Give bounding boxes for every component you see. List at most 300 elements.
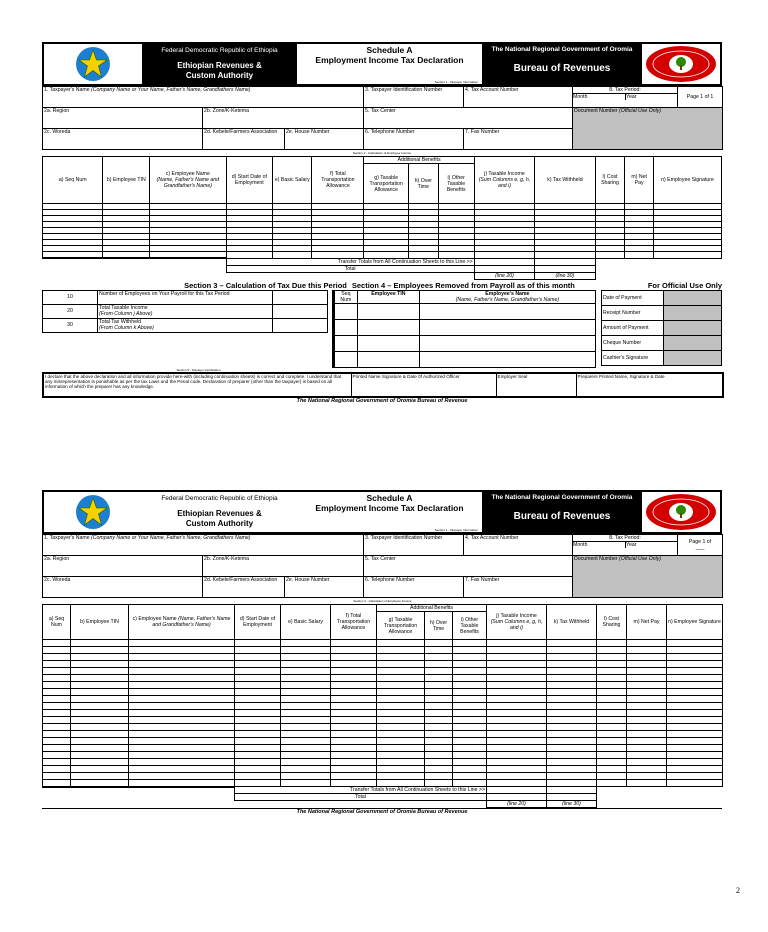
employee-cell[interactable] bbox=[43, 759, 71, 766]
employee-cell[interactable] bbox=[425, 752, 453, 759]
employee-cell[interactable] bbox=[281, 640, 331, 647]
employee-cell[interactable] bbox=[235, 675, 281, 682]
employee-cell[interactable] bbox=[627, 640, 667, 647]
employee-cell[interactable] bbox=[281, 766, 331, 773]
employee-cell[interactable] bbox=[453, 766, 487, 773]
employee-cell[interactable] bbox=[71, 766, 129, 773]
employee-cell[interactable] bbox=[667, 689, 723, 696]
employee-cell[interactable] bbox=[453, 731, 487, 738]
employee-cell[interactable] bbox=[597, 696, 627, 703]
employee-cell[interactable] bbox=[487, 668, 547, 675]
employee-cell[interactable] bbox=[487, 654, 547, 661]
employee-cell[interactable] bbox=[667, 780, 723, 787]
woreda-field[interactable]: 2c. Woreda bbox=[43, 129, 203, 150]
employee-cell[interactable] bbox=[235, 738, 281, 745]
employee-cell[interactable] bbox=[71, 780, 129, 787]
employee-cell[interactable] bbox=[547, 703, 597, 710]
employee-cell[interactable] bbox=[627, 766, 667, 773]
employee-cell[interactable] bbox=[487, 752, 547, 759]
employee-cell[interactable] bbox=[627, 703, 667, 710]
employee-cell[interactable] bbox=[453, 773, 487, 780]
employee-cell[interactable] bbox=[331, 675, 377, 682]
employee-cell[interactable] bbox=[597, 738, 627, 745]
employee-cell[interactable] bbox=[425, 703, 453, 710]
employee-cell[interactable] bbox=[667, 654, 723, 661]
employee-cell[interactable] bbox=[377, 654, 425, 661]
employee-cell[interactable] bbox=[487, 724, 547, 731]
employee-cell[interactable] bbox=[425, 675, 453, 682]
employee-cell[interactable] bbox=[597, 640, 627, 647]
employee-cell[interactable] bbox=[281, 682, 331, 689]
employee-cell[interactable] bbox=[627, 654, 667, 661]
employee-cell[interactable] bbox=[425, 731, 453, 738]
employee-cell[interactable] bbox=[331, 738, 377, 745]
employee-cell[interactable] bbox=[43, 731, 71, 738]
employee-cell[interactable] bbox=[129, 703, 235, 710]
employee-cell[interactable] bbox=[667, 668, 723, 675]
employee-cell[interactable] bbox=[425, 654, 453, 661]
employee-cell[interactable] bbox=[597, 773, 627, 780]
employee-cell[interactable] bbox=[43, 640, 71, 647]
employee-cell[interactable] bbox=[43, 738, 71, 745]
employee-cell[interactable] bbox=[43, 773, 71, 780]
employee-cell[interactable] bbox=[331, 710, 377, 717]
employee-cell[interactable] bbox=[129, 640, 235, 647]
employee-cell[interactable] bbox=[331, 682, 377, 689]
employee-cell[interactable] bbox=[129, 738, 235, 745]
employee-cell[interactable] bbox=[453, 668, 487, 675]
employee-cell[interactable] bbox=[453, 752, 487, 759]
employee-cell[interactable] bbox=[627, 773, 667, 780]
employee-cell[interactable] bbox=[129, 710, 235, 717]
transfer-j[interactable] bbox=[474, 258, 534, 265]
employee-cell[interactable] bbox=[71, 675, 129, 682]
employee-cell[interactable] bbox=[667, 661, 723, 668]
employee-cell[interactable] bbox=[43, 682, 71, 689]
employee-cell[interactable] bbox=[627, 780, 667, 787]
employee-cell[interactable] bbox=[667, 745, 723, 752]
employee-cell[interactable] bbox=[281, 654, 331, 661]
employee-cell[interactable] bbox=[331, 647, 377, 654]
employee-cell[interactable] bbox=[377, 759, 425, 766]
employee-cell[interactable] bbox=[129, 661, 235, 668]
employee-cell[interactable] bbox=[331, 724, 377, 731]
employee-cell[interactable] bbox=[547, 752, 597, 759]
employee-cell[interactable] bbox=[377, 780, 425, 787]
employee-cell[interactable] bbox=[281, 724, 331, 731]
employee-cell[interactable] bbox=[487, 780, 547, 787]
employee-cell[interactable] bbox=[129, 773, 235, 780]
employee-cell[interactable] bbox=[547, 759, 597, 766]
employee-cell[interactable] bbox=[597, 703, 627, 710]
employee-cell[interactable] bbox=[71, 654, 129, 661]
employee-cell[interactable] bbox=[547, 766, 597, 773]
sec3-line30[interactable] bbox=[273, 318, 328, 332]
employee-cell[interactable] bbox=[377, 717, 425, 724]
employee-cell[interactable] bbox=[331, 759, 377, 766]
employee-cell[interactable] bbox=[129, 689, 235, 696]
employee-cell[interactable] bbox=[453, 717, 487, 724]
employee-cell[interactable] bbox=[453, 710, 487, 717]
employee-cell[interactable] bbox=[129, 731, 235, 738]
employee-cell[interactable] bbox=[547, 780, 597, 787]
employee-cell[interactable] bbox=[43, 689, 71, 696]
employee-cell[interactable] bbox=[129, 682, 235, 689]
employee-cell[interactable] bbox=[281, 668, 331, 675]
employee-cell[interactable] bbox=[129, 745, 235, 752]
employee-cell[interactable] bbox=[43, 696, 71, 703]
employee-cell[interactable] bbox=[547, 675, 597, 682]
employee-cell[interactable] bbox=[235, 682, 281, 689]
employee-cell[interactable] bbox=[627, 682, 667, 689]
employee-cell[interactable] bbox=[453, 745, 487, 752]
employee-cell[interactable] bbox=[43, 654, 71, 661]
employee-cell[interactable] bbox=[331, 689, 377, 696]
employee-cell[interactable] bbox=[331, 640, 377, 647]
preparer-field[interactable]: Preparers Printed Name, Signature & Date bbox=[576, 373, 723, 397]
employee-cell[interactable] bbox=[487, 689, 547, 696]
employee-cell[interactable] bbox=[331, 654, 377, 661]
employee-cell[interactable] bbox=[43, 752, 71, 759]
employee-cell[interactable] bbox=[667, 738, 723, 745]
employee-cell[interactable] bbox=[71, 661, 129, 668]
employee-cell[interactable] bbox=[43, 661, 71, 668]
employee-cell[interactable] bbox=[43, 647, 71, 654]
employee-cell[interactable] bbox=[487, 773, 547, 780]
employee-cell[interactable] bbox=[43, 703, 71, 710]
house-field[interactable]: 2e. House Number bbox=[285, 129, 364, 150]
employee-cell[interactable] bbox=[281, 710, 331, 717]
employee-cell[interactable] bbox=[129, 675, 235, 682]
employee-cell[interactable] bbox=[71, 738, 129, 745]
employee-cell[interactable] bbox=[129, 752, 235, 759]
employee-cell[interactable] bbox=[71, 717, 129, 724]
employee-cell[interactable] bbox=[487, 759, 547, 766]
employee-cell[interactable] bbox=[331, 752, 377, 759]
employee-cell[interactable] bbox=[281, 773, 331, 780]
employee-cell[interactable] bbox=[627, 689, 667, 696]
employee-cell[interactable] bbox=[331, 731, 377, 738]
employee-cell[interactable] bbox=[129, 766, 235, 773]
employee-cell[interactable] bbox=[453, 738, 487, 745]
employee-cell[interactable] bbox=[487, 710, 547, 717]
employee-cell[interactable] bbox=[453, 703, 487, 710]
employee-cell[interactable] bbox=[129, 724, 235, 731]
employee-cell[interactable] bbox=[377, 696, 425, 703]
employee-cell[interactable] bbox=[487, 731, 547, 738]
employee-cell[interactable] bbox=[597, 661, 627, 668]
employee-cell[interactable] bbox=[487, 745, 547, 752]
employee-cell[interactable] bbox=[627, 731, 667, 738]
employee-cell[interactable] bbox=[547, 668, 597, 675]
employee-cell[interactable] bbox=[425, 738, 453, 745]
employee-cell[interactable] bbox=[453, 780, 487, 787]
employee-cell[interactable] bbox=[377, 773, 425, 780]
employee-cell[interactable] bbox=[627, 647, 667, 654]
employee-cell[interactable] bbox=[425, 640, 453, 647]
employee-cell[interactable] bbox=[453, 675, 487, 682]
employee-cell[interactable] bbox=[667, 696, 723, 703]
employee-cell[interactable] bbox=[597, 731, 627, 738]
employee-cell[interactable] bbox=[597, 654, 627, 661]
employee-cell[interactable] bbox=[425, 724, 453, 731]
employee-cell[interactable] bbox=[667, 752, 723, 759]
employee-cell[interactable] bbox=[487, 766, 547, 773]
employee-cell[interactable] bbox=[331, 766, 377, 773]
employee-cell[interactable] bbox=[71, 647, 129, 654]
employee-cell[interactable] bbox=[547, 696, 597, 703]
employee-cell[interactable] bbox=[425, 647, 453, 654]
employee-cell[interactable] bbox=[597, 759, 627, 766]
employee-cell[interactable] bbox=[597, 766, 627, 773]
employee-cell[interactable] bbox=[667, 773, 723, 780]
employee-cell[interactable] bbox=[377, 703, 425, 710]
employee-cell[interactable] bbox=[627, 675, 667, 682]
employee-cell[interactable] bbox=[425, 661, 453, 668]
employee-cell[interactable] bbox=[331, 773, 377, 780]
employee-cell[interactable] bbox=[71, 710, 129, 717]
employee-cell[interactable] bbox=[235, 766, 281, 773]
employee-cell[interactable] bbox=[331, 717, 377, 724]
employee-cell[interactable] bbox=[235, 640, 281, 647]
employee-cell[interactable] bbox=[71, 696, 129, 703]
employee-cell[interactable] bbox=[547, 689, 597, 696]
employee-cell[interactable] bbox=[425, 696, 453, 703]
employee-cell[interactable] bbox=[597, 724, 627, 731]
employee-cell[interactable] bbox=[43, 717, 71, 724]
employee-cell[interactable] bbox=[487, 640, 547, 647]
employee-cell[interactable] bbox=[281, 647, 331, 654]
employee-cell[interactable] bbox=[235, 654, 281, 661]
employee-cell[interactable] bbox=[597, 668, 627, 675]
employee-cell[interactable] bbox=[597, 689, 627, 696]
employee-cell[interactable] bbox=[453, 654, 487, 661]
employee-cell[interactable] bbox=[235, 773, 281, 780]
employee-cell[interactable] bbox=[71, 731, 129, 738]
employee-cell[interactable] bbox=[547, 731, 597, 738]
employee-cell[interactable] bbox=[627, 717, 667, 724]
employee-cell[interactable] bbox=[377, 689, 425, 696]
employee-cell[interactable] bbox=[667, 731, 723, 738]
employee-cell[interactable] bbox=[377, 710, 425, 717]
employee-cell[interactable] bbox=[667, 766, 723, 773]
employee-cell[interactable] bbox=[281, 661, 331, 668]
employee-cell[interactable] bbox=[547, 724, 597, 731]
employer-seal-field[interactable]: Employer Seal bbox=[496, 373, 576, 397]
employee-cell[interactable] bbox=[667, 703, 723, 710]
employee-cell[interactable] bbox=[281, 745, 331, 752]
employee-cell[interactable] bbox=[487, 703, 547, 710]
account-field[interactable]: 4. Tax Account Number bbox=[464, 87, 573, 108]
employee-cell[interactable] bbox=[667, 759, 723, 766]
employee-cell[interactable] bbox=[377, 640, 425, 647]
employee-cell[interactable] bbox=[627, 738, 667, 745]
employee-cell[interactable] bbox=[377, 731, 425, 738]
employee-cell[interactable] bbox=[453, 696, 487, 703]
employee-cell[interactable] bbox=[425, 717, 453, 724]
employee-cell[interactable] bbox=[453, 682, 487, 689]
employee-cell[interactable] bbox=[453, 647, 487, 654]
employee-cell[interactable] bbox=[71, 773, 129, 780]
employee-cell[interactable] bbox=[71, 668, 129, 675]
employee-cell[interactable] bbox=[667, 717, 723, 724]
employee-cell[interactable] bbox=[627, 668, 667, 675]
employee-cell[interactable] bbox=[377, 724, 425, 731]
employee-cell[interactable] bbox=[71, 682, 129, 689]
employee-cell[interactable] bbox=[281, 717, 331, 724]
employee-cell[interactable] bbox=[547, 738, 597, 745]
employee-cell[interactable] bbox=[377, 682, 425, 689]
employee-cell[interactable] bbox=[377, 675, 425, 682]
employee-cell[interactable] bbox=[71, 752, 129, 759]
employee-cell[interactable] bbox=[235, 717, 281, 724]
employee-cell[interactable] bbox=[377, 752, 425, 759]
employee-cell[interactable] bbox=[331, 780, 377, 787]
employee-cell[interactable] bbox=[43, 724, 71, 731]
employee-cell[interactable] bbox=[627, 752, 667, 759]
tax-center-field[interactable]: 5. Tax Center bbox=[364, 108, 573, 129]
employee-cell[interactable] bbox=[71, 759, 129, 766]
employee-cell[interactable] bbox=[425, 780, 453, 787]
employee-cell[interactable] bbox=[377, 745, 425, 752]
employee-cell[interactable] bbox=[71, 640, 129, 647]
employee-cell[interactable] bbox=[43, 710, 71, 717]
employee-cell[interactable] bbox=[235, 745, 281, 752]
sec3-line20[interactable] bbox=[273, 304, 328, 318]
employee-cell[interactable] bbox=[235, 752, 281, 759]
employee-cell[interactable] bbox=[377, 647, 425, 654]
employee-cell[interactable] bbox=[281, 689, 331, 696]
employee-cell[interactable] bbox=[627, 710, 667, 717]
employee-cell[interactable] bbox=[547, 717, 597, 724]
employee-cell[interactable] bbox=[129, 717, 235, 724]
employee-cell[interactable] bbox=[235, 724, 281, 731]
employee-cell[interactable] bbox=[425, 682, 453, 689]
tax-period-field[interactable]: 8. Tax Period: Month Year bbox=[573, 87, 678, 108]
employee-cell[interactable] bbox=[235, 759, 281, 766]
employee-cell[interactable] bbox=[129, 696, 235, 703]
employee-cell[interactable] bbox=[43, 675, 71, 682]
employee-cell[interactable] bbox=[487, 696, 547, 703]
employee-cell[interactable] bbox=[597, 752, 627, 759]
employee-cell[interactable] bbox=[331, 703, 377, 710]
employee-cell[interactable] bbox=[453, 689, 487, 696]
employee-cell[interactable] bbox=[547, 661, 597, 668]
employee-cell[interactable] bbox=[547, 710, 597, 717]
region-field[interactable]: 2a. Region bbox=[43, 108, 203, 129]
employee-cell[interactable] bbox=[331, 668, 377, 675]
employee-cell[interactable] bbox=[281, 696, 331, 703]
employee-cell[interactable] bbox=[547, 654, 597, 661]
taxpayer-name-field[interactable]: 1. Taxpayer's Name (Company Name or Your Name, Father's Name, Grandfathers Name) bbox=[43, 87, 364, 108]
employee-cell[interactable] bbox=[597, 647, 627, 654]
employee-cell[interactable] bbox=[667, 682, 723, 689]
employee-cell[interactable] bbox=[453, 640, 487, 647]
employee-cell[interactable] bbox=[547, 647, 597, 654]
employee-cell[interactable] bbox=[129, 780, 235, 787]
employee-cell[interactable] bbox=[627, 745, 667, 752]
employee-cell[interactable] bbox=[43, 668, 71, 675]
transfer-k[interactable] bbox=[535, 258, 595, 265]
employee-cell[interactable] bbox=[597, 675, 627, 682]
employee-cell[interactable] bbox=[281, 738, 331, 745]
employee-cell[interactable] bbox=[129, 668, 235, 675]
employee-cell[interactable] bbox=[129, 647, 235, 654]
employee-cell[interactable] bbox=[667, 647, 723, 654]
employee-cell[interactable] bbox=[281, 703, 331, 710]
tin-field[interactable]: 3. Taxpayer Identification Number bbox=[364, 87, 464, 108]
zone-field[interactable]: 2b. Zone/K-Ketema bbox=[203, 108, 364, 129]
employee-cell[interactable] bbox=[597, 780, 627, 787]
employee-cell[interactable] bbox=[597, 745, 627, 752]
employee-cell[interactable] bbox=[43, 780, 71, 787]
employee-cell[interactable] bbox=[281, 731, 331, 738]
employee-cell[interactable] bbox=[453, 661, 487, 668]
employee-cell[interactable] bbox=[281, 675, 331, 682]
employee-cell[interactable] bbox=[547, 745, 597, 752]
employee-cell[interactable] bbox=[377, 668, 425, 675]
employee-cell[interactable] bbox=[331, 661, 377, 668]
employee-cell[interactable] bbox=[547, 640, 597, 647]
employee-cell[interactable] bbox=[281, 780, 331, 787]
employee-cell[interactable] bbox=[281, 752, 331, 759]
employee-cell[interactable] bbox=[425, 759, 453, 766]
employee-cell[interactable] bbox=[487, 682, 547, 689]
employee-cell[interactable] bbox=[487, 717, 547, 724]
employee-cell[interactable] bbox=[71, 745, 129, 752]
employee-cell[interactable] bbox=[235, 661, 281, 668]
employee-cell[interactable] bbox=[627, 661, 667, 668]
employee-cell[interactable] bbox=[235, 731, 281, 738]
employee-cell[interactable] bbox=[667, 640, 723, 647]
employee-cell[interactable] bbox=[487, 738, 547, 745]
employee-cell[interactable] bbox=[235, 668, 281, 675]
employee-cell[interactable] bbox=[487, 675, 547, 682]
employee-cell[interactable] bbox=[425, 773, 453, 780]
employee-cell[interactable] bbox=[597, 710, 627, 717]
employee-cell[interactable] bbox=[235, 696, 281, 703]
employee-cell[interactable] bbox=[627, 759, 667, 766]
employee-cell[interactable] bbox=[377, 766, 425, 773]
employee-cell[interactable] bbox=[627, 724, 667, 731]
employee-cell[interactable] bbox=[129, 654, 235, 661]
employee-cell[interactable] bbox=[425, 766, 453, 773]
employee-cell[interactable] bbox=[235, 703, 281, 710]
kebele-field[interactable]: 2d. Kebele/Farmers Association bbox=[203, 129, 285, 150]
employee-cell[interactable] bbox=[547, 682, 597, 689]
employee-cell[interactable] bbox=[667, 675, 723, 682]
employee-cell[interactable] bbox=[667, 710, 723, 717]
total-k[interactable] bbox=[535, 265, 595, 272]
employee-cell[interactable] bbox=[235, 710, 281, 717]
employee-cell[interactable] bbox=[331, 696, 377, 703]
fax-field[interactable]: 7. Fax Number bbox=[464, 129, 573, 150]
employee-cell[interactable] bbox=[453, 759, 487, 766]
employee-cell[interactable] bbox=[597, 682, 627, 689]
employee-cell[interactable] bbox=[235, 689, 281, 696]
employee-cell[interactable] bbox=[425, 668, 453, 675]
employee-cell[interactable] bbox=[425, 710, 453, 717]
phone-field[interactable]: 6. Telephone Number bbox=[364, 129, 464, 150]
employee-cell[interactable] bbox=[667, 724, 723, 731]
total-j[interactable] bbox=[474, 265, 534, 272]
employee-cell[interactable] bbox=[129, 759, 235, 766]
employee-cell[interactable] bbox=[377, 738, 425, 745]
officer-signature-field[interactable]: Printed Name Signature & Date 0f Authorized Officer bbox=[351, 373, 496, 397]
employee-cell[interactable] bbox=[235, 647, 281, 654]
employee-cell[interactable] bbox=[71, 703, 129, 710]
employee-cell[interactable] bbox=[487, 661, 547, 668]
